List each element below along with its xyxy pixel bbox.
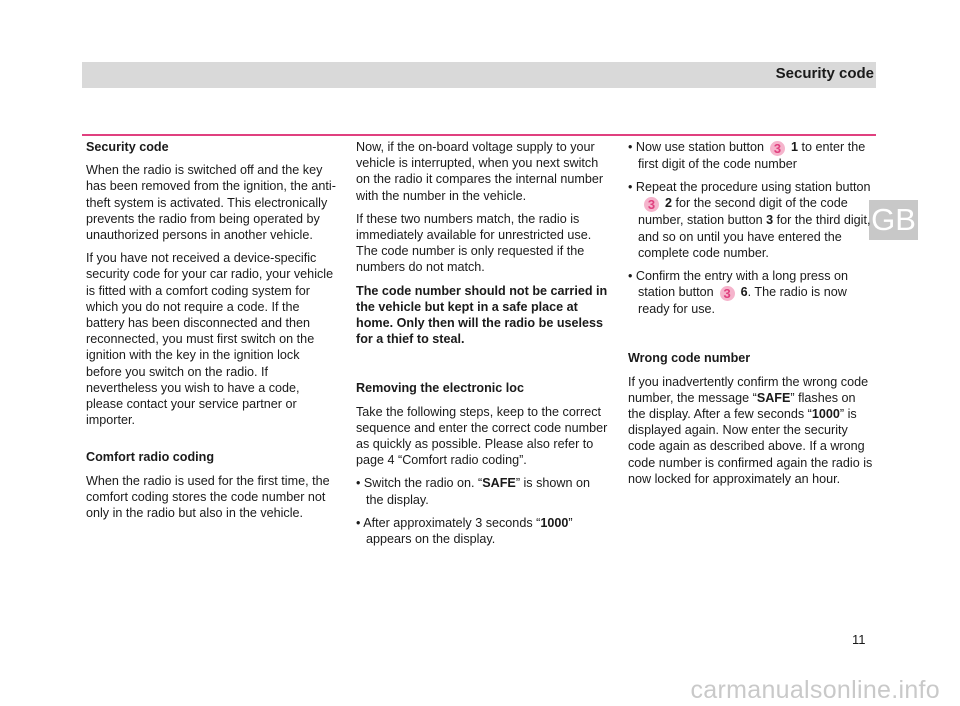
- station-button-icon: 3: [720, 286, 735, 301]
- watermark: carmanualsonline.info: [690, 676, 940, 704]
- section-heading-removing-loc: Removing the electronic loc: [356, 381, 524, 396]
- display-message: 1000: [811, 407, 840, 422]
- paragraph: If these two numbers match, the radio is immediately available for unrestricted use. The code number is only requested if the numbers do not match.: [356, 211, 592, 275]
- display-message: SAFE: [482, 476, 516, 491]
- language-tab: GB: [869, 200, 918, 240]
- bullet-item: • Switch the radio on. “SAFE” is shown on the display.: [356, 476, 591, 507]
- warning-paragraph: The code number should not be carried in the vehicle but kept in a safe place at home. Only then will the radio be useless for a thief to steal.: [356, 283, 608, 347]
- paragraph: When the radio is used for the first time, the comfort coding stores the code number not only in the radio but also in the vehicle.: [86, 473, 330, 521]
- paragraph: If you have not received a device-specific security code for your car radio, your vehicle is fitted with a comfort coding system for which you do not require a code. If the battery has been disconnected and then reconnected, you must first switch on the ignition with the key in the ignition lock before you switch on the radio. If nevertheless you wish to have a code, please contact your service partner or importer.: [86, 251, 334, 428]
- column-2: [356, 139, 608, 554]
- bullet-item: • Confirm the entry with a long press on station button 3 6. The radio is now ready for use.: [628, 269, 849, 317]
- bullet-item: • After approximately 3 seconds “1000” appears on the display.: [356, 515, 573, 547]
- station-button-icon: 3: [644, 197, 659, 212]
- paragraph: When the radio is switched off and the key has been removed from the ignition, the anti-theft system is activated. This electronically prevents the radio from being operated by unauthorized persons in another vehicle.: [86, 163, 336, 243]
- page-title: Security code: [775, 65, 874, 82]
- paragraph: If you inadvertently confirm the wrong code number, the message “SAFE” flashes on the display. After a few seconds “1000” is displayed again. Now enter the security code again as described above. If a wrong code number is confirmed again the radio is now locked for approximately an hour.: [628, 374, 873, 486]
- station-button-icon: 3: [770, 141, 785, 156]
- header-bar: [82, 62, 876, 88]
- section-heading-wrong-code: Wrong code number: [628, 351, 751, 366]
- section-heading-security-code: Security code: [86, 140, 169, 154]
- display-message: SAFE: [756, 390, 791, 405]
- accent-rule: [82, 134, 876, 136]
- bullet-item: • Repeat the procedure using station button3 2 for the second digit of the code number, station button 3 for the third digit, and so on until you have entered the complete code number.: [628, 180, 871, 260]
- display-message: 1000: [540, 515, 569, 530]
- bullet-item: • Now use station button 3 1 to enter the first digit of the code number: [628, 140, 866, 171]
- page-number: 11: [852, 632, 866, 647]
- column-3: [628, 139, 874, 494]
- section-heading-comfort-coding: Comfort radio coding: [86, 450, 215, 465]
- paragraph: Take the following steps, keep to the correct sequence and enter the correct code number as quickly as possible. Please also refer to page 4 “Comfort radio coding”.: [356, 404, 608, 468]
- paragraph: Now, if the on-board voltage supply to your vehicle is interrupted, when you next switch on the radio it compares the internal number with the number in the vehicle.: [356, 140, 604, 203]
- column-1: [86, 139, 336, 528]
